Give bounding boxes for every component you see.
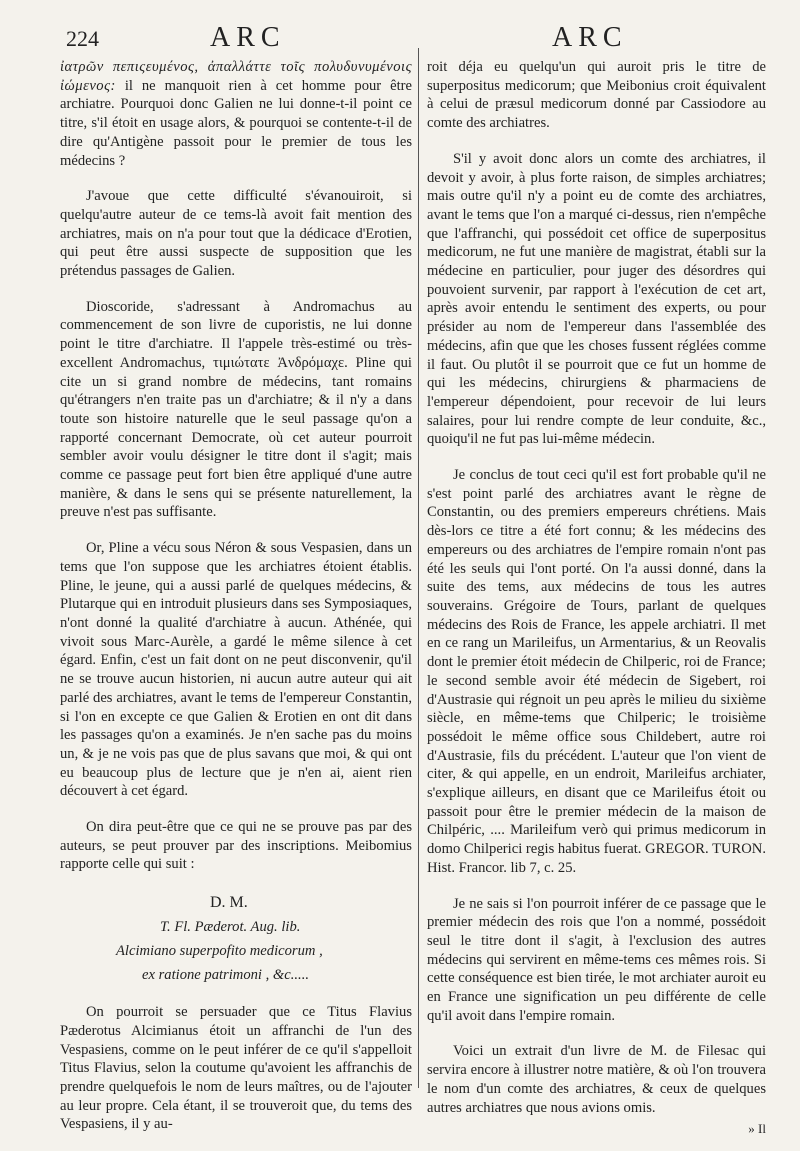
- inscription-line: ex ratione patrimoni , &c.....: [142, 967, 309, 984]
- paragraph: Voici un extrait d'un livre de M. de Filesac qui servira encore à illustrer notre matière, & où l'on trouvera le nom d'un comte des archiatres, & ceux de quelques autres archiatres que nous avions omis.: [427, 1043, 766, 1116]
- paragraph: Or, Pline a vécu sous Néron & sous Vespasien, dans un tems que l'on suppose que les archiatres étoient établis. Pline, le jeune, qui a aussi parlé de quelques médecins, & Plutarque qui en introduit plusieurs dans ses Symposiaques, n'ont donné la qualité d'archiatre à aucun. Athénée, qui vivoit sous Marc-Aurèle, a gardé le même silence à cet égard. Enfin, c'est un fait dont on ne peut disconvenir, qu'il ne se trouve aucun historien, ni aucun autre auteur qui ait parlé des archiatres, avant le tems de l'empereur Constantin, si l'on en excepte ce que Galien & Erotien en ont dit dans les passages qu'on a examinés. Je n'en sache pas du moins un, & je ne vois pas que de plus savans que moi, & qui ont eu beaucoup plus de lecture que je n'en ai, aient rien découvert à cet égard.: [60, 540, 412, 800]
- inscription-line: T. Fl. Pæderot. Aug. lib.: [160, 919, 301, 936]
- left-column: [60, 58, 412, 1151]
- paragraph: roit déja eu quelqu'un qui auroit pris le titre de superpositus medicorum; que Meibonius croit équivalent à celui de præsul medicorum donné par Cassiodore au comte des archiatres.: [427, 59, 766, 132]
- paragraph: On dira peut-être que ce qui ne se prouve pas par des auteurs, se peut prouver par des inscriptions. Meibomius rapporte celle qui suit :: [60, 819, 412, 873]
- greek-quotation: ἰατρῶν πεπιςευμένος, ἀπαλλάττε τοῖς πολυδυνυμένοις ἰώμενος:: [60, 59, 412, 94]
- catchword: » Il: [748, 1121, 766, 1137]
- column-divider: [418, 48, 419, 1088]
- running-head-left: ARC: [210, 22, 286, 53]
- paragraph: J'avoue que cette difficulté s'évanouiroit, si quelqu'autre auteur de ce tems-là avoit fait mention des archiatres, mais on n'a pour tout que la dédicace d'Erotien, qui peut être aussi suspecte de supposition que les prétendus passages de Galien.: [60, 188, 412, 280]
- running-head-right: ARC: [552, 22, 628, 53]
- paragraph: [60, 58, 412, 170]
- paragraph: On pourroit se persuader que ce Titus Flavius Pæderotus Alcimianus étoit un affranchi de l'un des Vespasiens, comme on le peut inférer de ce qu'il s'appelloit Titus Flavius, selon la coutume qu'avoient les affranchis de prendre quelquefois le nom de leurs maîtres, ou de l'ajouter au leur propre. Cela étant, il se trouveroit que, du tems des Vespasiens, il y au-: [60, 1004, 412, 1133]
- page-number: 224: [66, 26, 99, 51]
- paragraph: Je ne sais si l'on pourroit inférer de ce passage que le premier médecin des rois que l'on a nommé, possédoit seul le titre dont il s'agit, à l'exclusion des autres médecins qui servirent en même-tems ces mêmes rois. Si cette conséquence est bien tirée, le mot archiater auroit eu en France une signification un peu différente de celle qu'il avoit dans l'empire romain.: [427, 895, 766, 1024]
- paragraph: Je conclus de tout ceci qu'il est fort probable qu'il ne s'est point parlé des archiatres avant le règne de Constantin, ou des premiers empereurs chrétiens. Mais dès-lors ce titre a été fort connu; & les médecins des empereurs ou des archiatres de l'empire romain n'ont pas été les seuls qui l'ont porté. On l'a aussi donné, dans la suite des tems, aux médecins de tous les autres souverains. Grégoire de Tours, parlant de quelques médecins des Rois de France, les appele archiatri. Il met en ce rang un Marileifus, un Armentarius, & un Reovalis dont le premier étoit médecin de Chilperic, roi de France; le second semble avoir été médecin de Sigebert, roi d'Austrasie qui régnoit un peu après le milieu du sixième siècle, en même-tems que Chilperic; le troisième possédoit le même office sous Childebert, autre roi d'Austrasie, fils du précédent. L'auteur que l'on vient de citer, & qui appelle, en un endroit, Marileifus archiater, s'explique ailleurs, en disant que ce Marileifus étoit ou passoit pour être le premier médecin de la maison de Chilpéric, .... Marileifum verò qui primus medicorum in domo Chilperici regis habitus fuerat. GREGOR. TURON. Hist. Francor. lib 7, c. 25.: [427, 467, 766, 876]
- inscription-line: Alcimiano superpofito medicorum ,: [116, 943, 323, 960]
- inscription: [60, 891, 412, 987]
- right-column: [427, 58, 766, 1139]
- paragraph-text: il ne manquoit rien à cet homme pour être archiatre. Pourquoi donc Galien ne lui donne-t-il point ce titre, s'il étoit en usage alors, & pourquoi se contente-t-il de dire qu'Antigène passoit pour le premier de tous les médecins ?: [60, 77, 412, 169]
- page-header: [0, 22, 800, 58]
- inscription-line: D. M.: [210, 894, 248, 912]
- paragraph: S'il y avoit donc alors un comte des archiatres, il devoit y avoir, à plus forte raison, de simples archiatres; mais outre qu'il n'y a point eu de comte des archiatres, avant le tems que l'on a marqué ci-dessus, rien n'empêche que l'affranchi, qui possédoit cet office de superpositus medicorum, ne fut une manière de magistrat, établi sur la médecine en particulier, pour juger des désordres qui pouvoient survenir, par rapport à l'exécution de cet art, après avoir entendu le sentiment des experts, ou pour présider au nom de l'empereur dans l'assemblée des médecins, afin que que les choses fussent réglées comme il faut. Ou plutôt il se pourroit que ce fut un homme de qui les médecins, chirurgiens & pharmaciens de l'empereur dépendoient, pour recevoir de lui leurs salaires, pour lui rendre compte de leur conduite, &c., quoiqu'il ne fut pas lui-même médecin.: [427, 150, 766, 448]
- paragraph: Dioscoride, s'adressant à Andromachus au commencement de son livre de cuporistis, ne lui donne point le titre d'archiatre. Il l'appele très-estimé ou très-excellent Andromachus, τιμιώτατε Ἀνδρόμαχε. Pline qui cite un si grand nombre de médecins, tant romains qu'étrangers n'en traite pas un d'archiatre; & il n'y a dans toute son histoire naturelle que le seul passage qu'on a rapporté concernant Democrate, où cet auteur pourroit sembler avoir voulu désigner le titre dont il s'agit; mais comme ce passage peut fort bien être appliqué d'une autre manière, & dans le sens qui se présente naturellement, la preuve n'est pas suffisante.: [60, 298, 412, 521]
